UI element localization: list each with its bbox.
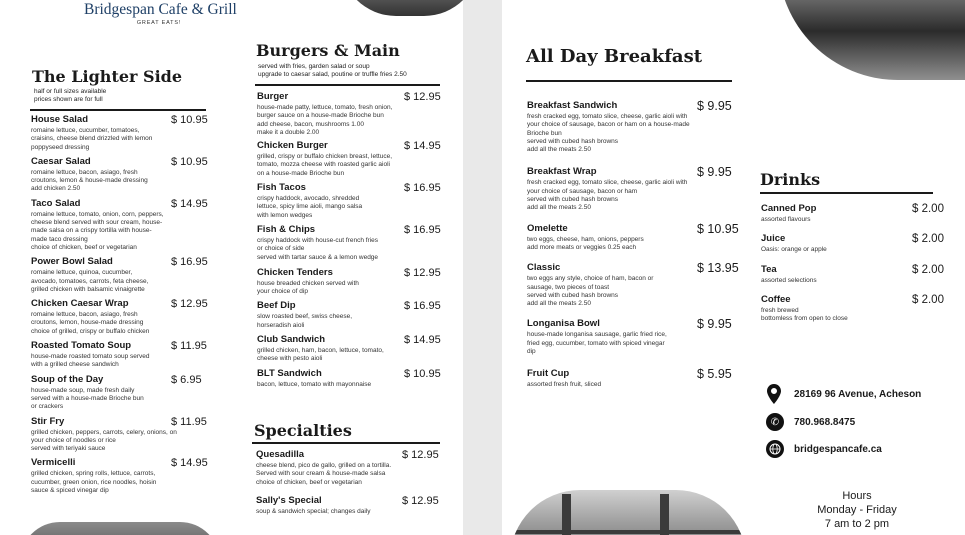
menu-item-name: Chicken Tenders xyxy=(257,266,333,278)
section-title-specialties: Specialties xyxy=(254,421,352,440)
menu-item-description: fresh cracked egg, tomato slice, cheese, garlic aioli with your choice of sausage, bacon or ham on a house-made Brioche bun served with cubed hash browns add all the meats 2.50 xyxy=(527,113,690,154)
menu-item-price: $ 12.95 xyxy=(404,266,441,279)
menu-item-description: assorted fresh fruit, sliced xyxy=(527,381,602,389)
menu-item-price: $ 12.95 xyxy=(402,494,439,507)
business-hours xyxy=(802,489,912,531)
menu-item-name: Stir Fry xyxy=(31,415,65,427)
menu-item-name: Tea xyxy=(761,263,777,275)
menu-item-price: $ 9.95 xyxy=(697,99,732,113)
menu-item-description: romaine lettuce, cucumber, tomatoes, craisins, cheese blend drizzled with lemon poppyseed dressing xyxy=(31,127,153,151)
menu-item-price: $ 9.95 xyxy=(697,165,732,180)
brand-tagline: GREAT EATS! xyxy=(136,20,182,26)
menu-item-description: house-made longanisa sausage, garlic fried rice, fried egg, cucumber, tomato with spiced vinegar dip xyxy=(527,331,667,356)
menu-item-name: BLT Sandwich xyxy=(257,367,322,379)
menu-item-description: house-made patty, lettuce, tomato, fresh onion, burger sauce on a house-made Brioche bun add cheese, bacon, mushrooms 1.00 make it a double 2.00 xyxy=(257,104,393,136)
menu-item-description: bacon, lettuce, tomato with mayonnaise xyxy=(257,380,372,388)
section-note: half or full sizes available prices shown are for full xyxy=(34,88,107,103)
section-note: served with fries, garden salad or soup upgrade to caesar salad, poutine or truffle fries 2.50 xyxy=(258,63,407,78)
section-divider xyxy=(252,442,440,444)
menu-item xyxy=(31,256,211,294)
menu-item-description: grilled chicken, spring rolls, lettuce, carrots, cucumber, green onion, rice noodles, hoisin sauce & spiced vinegar dip xyxy=(31,470,157,495)
menu-item-name: Chicken Caesar Wrap xyxy=(31,298,129,310)
section-title-burgers: Burgers & Main xyxy=(256,41,400,60)
menu-item-price: $ 12.95 xyxy=(171,298,208,311)
menu-item-name: Breakfast Sandwich xyxy=(527,100,618,111)
menu-item-name: Coffee xyxy=(761,293,791,305)
menu-item xyxy=(761,264,946,285)
section-divider xyxy=(760,192,933,194)
menu-item xyxy=(256,495,442,516)
menu-item-description: house breaded chicken served with your choice of dip xyxy=(257,279,359,296)
phone-icon: ✆ xyxy=(766,413,784,431)
menu-item-description: cheese blend, pico de gallo, grilled on a tortilla. Served with sour cream & house-made salsa choice of chicken, beef or vegetarian xyxy=(256,462,392,486)
menu-page-right xyxy=(502,0,965,535)
menu-item-description: fresh cracked egg, tomato slice, cheese, garlic aioli with your choice of sausage, bacon or ham served with cubed hash browns add all the meats 2.50 xyxy=(527,179,688,212)
menu-item-description: romaine lettuce, bacon, asiago, fresh croutons, lemon, house-made dressing choice of grilled, crispy or buffalo chicken xyxy=(31,311,150,335)
menu-item-name: Vermicelli xyxy=(31,457,76,469)
menu-item-price: $ 10.95 xyxy=(171,114,208,126)
menu-item-price: $ 14.95 xyxy=(404,140,441,153)
menu-item-name: Canned Pop xyxy=(761,203,817,214)
burgers-list xyxy=(257,91,443,393)
menu-item xyxy=(257,267,443,297)
menu-item-name: Fish Tacos xyxy=(257,182,306,194)
menu-page-left xyxy=(0,0,463,535)
menu-item-price: $ 6.95 xyxy=(171,373,202,386)
menu-item xyxy=(527,166,737,212)
menu-item xyxy=(257,300,443,330)
lighter-side-list xyxy=(31,114,211,499)
decorative-photo xyxy=(778,0,965,80)
menu-item-description: slow roasted beef, swiss cheese, horseradish aioli xyxy=(257,313,353,329)
menu-item xyxy=(257,334,443,364)
menu-item-price: $ 10.95 xyxy=(404,367,441,380)
menu-item-name: Fish & Chips xyxy=(257,223,316,235)
section-divider xyxy=(526,80,732,82)
globe-icon xyxy=(766,440,784,458)
menu-item-name: Beef Dip xyxy=(257,300,296,312)
menu-item-description: grilled, crispy or buffalo chicken breast, lettuce, tomato, mozza cheese with roasted garlic aioli on a house-made Brioche bun xyxy=(257,153,393,177)
menu-item xyxy=(527,262,737,308)
menu-item-description: two eggs any style, choice of ham, bacon or sausage, two pieces of toast served with cubed hash browns add all the meats 2.50 xyxy=(527,275,654,308)
menu-item-name: Longanisa Bowl xyxy=(527,318,600,330)
decorative-photo xyxy=(340,0,463,16)
menu-item xyxy=(257,368,443,389)
menu-item xyxy=(31,340,211,370)
menu-item xyxy=(257,91,443,137)
menu-item-name: Chicken Burger xyxy=(257,140,328,152)
menu-item-name: Caesar Salad xyxy=(31,155,91,167)
menu-item-description: soup & sandwich special; changes daily xyxy=(256,507,371,515)
map-pin-icon xyxy=(766,384,782,404)
menu-item-name: Power Bowl Salad xyxy=(31,256,113,268)
menu-item-name: Omelette xyxy=(527,222,568,234)
contact-website xyxy=(766,440,882,458)
menu-item-price: $ 14.95 xyxy=(171,457,208,470)
menu-item-name: Burger xyxy=(257,91,289,102)
menu-item xyxy=(527,318,737,356)
menu-item xyxy=(527,100,737,154)
menu-item-name: Roasted Tomato Soup xyxy=(31,340,132,352)
menu-item-description: crispy haddock, avocado, shredded lettuce, spicy lime aioli, mango salsa with lemon wedges xyxy=(257,195,363,219)
brand-name: Bridgespan Cafe & Grill xyxy=(84,1,237,18)
menu-item-name: Club Sandwich xyxy=(257,334,326,346)
menu-item-description: house-made soup, made fresh daily served with a house-made Brioche bun or crackers xyxy=(31,386,144,411)
menu-item-description: assorted selections xyxy=(761,276,817,284)
menu-item-name: Soup of the Day xyxy=(31,373,104,385)
menu-item-price: $ 16.95 xyxy=(404,223,441,236)
menu-item xyxy=(257,224,443,262)
menu-item xyxy=(31,156,211,194)
menu-item-price: $ 16.95 xyxy=(404,182,441,195)
contact-phone xyxy=(766,413,855,431)
menu-item-description: assorted flavours xyxy=(761,216,811,223)
menu-item-name: Sally's Special xyxy=(256,494,322,506)
hours-label: Hours xyxy=(842,490,872,502)
menu-item-description: grilled chicken, ham, bacon, lettuce, tomato, cheese with pesto aioli xyxy=(257,347,384,363)
menu-item xyxy=(256,449,442,487)
menu-item-description: two eggs, cheese, ham, onions, peppers add more meats or veggies 0.25 each xyxy=(527,235,644,251)
menu-item-name: Classic xyxy=(527,262,561,274)
menu-item-price: $ 14.95 xyxy=(171,197,208,210)
menu-item-name: Quesadilla xyxy=(256,449,305,460)
hours-days: Monday - Friday xyxy=(817,504,897,516)
menu-item xyxy=(31,416,211,454)
menu-item-description: romaine lettuce, bacon, asiago, fresh croutons, lemon & house-made dressing add chicken 2.50 xyxy=(31,168,148,193)
menu-item xyxy=(761,294,946,324)
section-title-drinks: Drinks xyxy=(760,170,821,189)
menu-item xyxy=(527,368,737,389)
menu-item-price: $ 16.95 xyxy=(404,300,441,313)
menu-item xyxy=(31,198,211,252)
menu-item-price: $ 10.95 xyxy=(171,155,208,168)
menu-item-description: grilled chicken, peppers, carrots, celery, onions, on your choice of noodles or rice served with teriyaki sauce xyxy=(31,428,177,453)
menu-item-description: fresh brewed bottomless from open to close xyxy=(761,306,848,323)
menu-item-price: $ 2.00 xyxy=(912,233,944,246)
menu-item xyxy=(31,374,211,412)
menu-item xyxy=(257,140,443,178)
address-text: 28169 96 Avenue, Acheson xyxy=(794,388,922,400)
menu-item xyxy=(31,298,211,336)
menu-item-price: $ 11.95 xyxy=(171,340,207,353)
drinks-list xyxy=(761,203,946,332)
menu-item-price: $ 16.95 xyxy=(171,256,208,269)
menu-item-description: Oasis: orange or apple xyxy=(761,246,827,254)
section-divider xyxy=(30,109,206,111)
menu-item-price: $ 13.95 xyxy=(697,261,739,276)
menu-item xyxy=(31,114,211,152)
menu-item-description: house-made roasted tomato soup served with a grilled cheese sandwich xyxy=(31,353,150,369)
menu-item-price: $ 11.95 xyxy=(171,415,207,428)
contact-address xyxy=(766,384,921,404)
menu-item-price: $ 10.95 xyxy=(697,221,739,236)
menu-item-name: Breakfast Wrap xyxy=(527,166,597,178)
menu-item-name: Taco Salad xyxy=(31,197,81,209)
menu-item-price: $ 2.00 xyxy=(912,263,944,276)
menu-item xyxy=(31,457,211,495)
menu-item-price: $ 12.95 xyxy=(404,91,441,103)
brand-logo xyxy=(84,0,237,26)
menu-item-description: romaine lettuce, quinoa, cucumber, avocado, tomatoes, carrots, feta cheese, grilled chicken with balsamic vinaigrette xyxy=(31,269,149,293)
section-title-lighter-side: The Lighter Side xyxy=(32,67,183,86)
menu-item xyxy=(761,203,946,224)
decorative-photo xyxy=(20,522,220,535)
menu-item-price: $ 5.95 xyxy=(697,367,732,382)
breakfast-list xyxy=(527,100,737,400)
menu-item-name: Juice xyxy=(761,233,786,245)
menu-item-description: romaine lettuce, tomato, onion, corn, peppers, cheese blend served with sour cream, house- made salsa on a crispy tortilla with house- made taco dressing choice of chicken, beef or vegetarian xyxy=(31,210,164,251)
menu-item-description: crispy haddock with house-cut french fries or choice of side served with tartar sauce & a lemon wedge xyxy=(257,236,379,261)
menu-item xyxy=(527,223,737,253)
menu-item xyxy=(761,233,946,254)
menu-item-name: House Salad xyxy=(31,114,89,125)
phone-text[interactable]: 780.968.8475 xyxy=(794,416,856,428)
hours-time: 7 am to 2 pm xyxy=(824,518,890,530)
menu-item xyxy=(257,182,443,220)
menu-item-price: $ 2.00 xyxy=(912,203,944,215)
menu-item-name: Fruit Cup xyxy=(527,368,570,380)
section-divider xyxy=(255,84,440,86)
section-title-breakfast: All Day Breakfast xyxy=(526,46,703,67)
website-link[interactable]: bridgespancafe.ca xyxy=(794,443,882,455)
specialties-list xyxy=(256,449,442,524)
menu-item-price: $ 2.00 xyxy=(912,293,944,306)
menu-item-price: $ 9.95 xyxy=(697,317,732,332)
menu-item-price: $ 14.95 xyxy=(404,334,441,347)
decorative-bridge-photo xyxy=(510,490,746,535)
menu-item-price: $ 12.95 xyxy=(402,449,439,461)
